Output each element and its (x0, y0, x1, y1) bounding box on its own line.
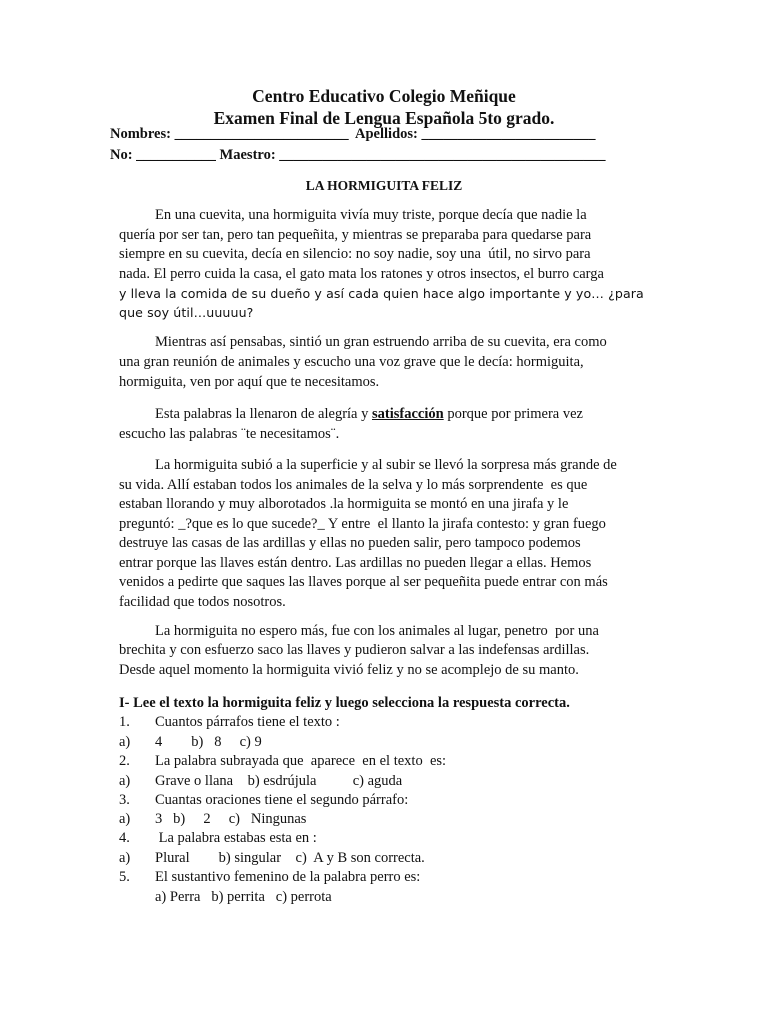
question-3-options-marker: a) (119, 811, 131, 827)
story-p1-line6: que soy útil…uuuuu? (119, 305, 254, 320)
story-p4-line5: destruye las casas de las ardillas y ellas no pueden salir, pero tampoco podemos (119, 535, 581, 551)
question-3-text: Cuantas oraciones tiene el segundo párrafo: (155, 792, 409, 808)
teacher-fields-line: No: ___________ Maestro: _____________________________________________ (110, 147, 606, 163)
story-title: LA HORMIGUITA FELIZ (305, 178, 463, 193)
story-p2-line1: Mientras así pensabas, sintió un gran estruendo arriba de su cuevita, era como (155, 334, 607, 350)
story-p3-text-a: Esta palabras la llenaron de alegría y (155, 406, 372, 422)
question-3-options: 3 b) 2 c) Ningunas (155, 811, 307, 827)
story-p5-line2: brechita y con esfuerzo saco las llaves y pudieron salvar a las indefensas ardillas. (119, 642, 590, 658)
question-3-number: 3. (119, 792, 130, 808)
story-p3-text-b: porque por primera vez (443, 406, 583, 422)
story-p2-line3: hormiguita, ven por aquí que te necesitamos. (119, 374, 380, 390)
student-fields-line: Nombres: ________________________ Apellidos: ________________________ (110, 126, 596, 142)
story-p4-line8: facilidad que todos nosotros. (119, 594, 286, 610)
story-p4-line2: su vida. Allí estaban todos los animales de la selva y lo más sorprendente es que (119, 477, 588, 493)
question-5-text: El sustantivo femenino de la palabra perro es: (155, 869, 421, 885)
question-4-number: 4. (119, 830, 130, 846)
question-2-options: Grave o llana b) esdrújula c) aguda (155, 773, 403, 789)
story-p1-line2: quería por ser tan, pero tan pequeñita, y mientras se preparaba para quedarse para (119, 227, 592, 243)
story-p4-line4: preguntó: _?que es lo que sucede?_ Y entre el llanto la jirafa contesto: y gran fuego (119, 516, 606, 532)
story-p4-line1: La hormiguita subió a la superficie y al subir se llevó la sorpresa más grande de (155, 457, 617, 473)
question-1-number: 1. (119, 714, 130, 730)
story-p5-line1: La hormiguita no espero más, fue con los animales al lugar, penetro por una (155, 623, 599, 639)
question-2-options-marker: a) (119, 773, 131, 789)
question-4-options: Plural b) singular c) A y B son correcta. (155, 850, 425, 866)
story-p1-line5: y lleva la comida de su dueño y así cada quien hace algo importante y yo… ¿para (119, 286, 644, 301)
question-5-number: 5. (119, 869, 130, 885)
story-p4-line3: estaban llorando y muy alborotados .la hormiguita se montó en una jirafa y le (119, 496, 569, 512)
story-p4-line6: entrar porque las llaves están dentro. Las ardillas no pueden llegar a ellas. Hemos (119, 555, 592, 571)
school-name: Centro Educativo Colegio Meñique (252, 86, 516, 106)
exam-title: Examen Final de Lengua Española 5to grado. (213, 108, 555, 128)
question-4-options-marker: a) (119, 850, 131, 866)
story-p5-line3: Desde aquel momento la hormiguita vivió feliz y no se acomplejo de su manto. (119, 662, 579, 678)
question-4-text: La palabra estabas esta en : (155, 830, 317, 846)
story-p4-line7: venidos a pedirte que saques las llaves porque al ser pequeñita puede entrar con más (119, 574, 608, 590)
section-instructions: I- Lee el texto la hormiguita feliz y luego selecciona la respuesta correcta. (119, 695, 570, 711)
story-p1-line1: En una cuevita, una hormiguita vivía muy triste, porque decía que nadie la (155, 207, 587, 223)
story-p1-line4: nada. El perro cuida la casa, el gato mata los ratones y otros insectos, el burro carga (119, 266, 604, 282)
question-1-options: 4 b) 8 c) 9 (155, 734, 262, 750)
story-p3-line1 (155, 405, 583, 423)
underlined-word: satisfacción (372, 406, 444, 422)
question-2-text: La palabra subrayada que aparece en el texto es: (155, 753, 447, 769)
story-p2-line2: una gran reunión de animales y escucho una voz grave que le decía: hormiguita, (119, 354, 584, 370)
question-1-text: Cuantos párrafos tiene el texto : (155, 714, 340, 730)
question-2-number: 2. (119, 753, 130, 769)
question-5-options: a) Perra b) perrita c) perrota (155, 889, 332, 905)
story-p1-line3: siempre en su cuevita, decía en silencio: no soy nadie, soy una útil, no sirvo para (119, 246, 591, 262)
story-p3-line2: escucho las palabras ¨te necesitamos¨. (119, 426, 340, 442)
question-1-options-marker: a) (119, 734, 131, 750)
